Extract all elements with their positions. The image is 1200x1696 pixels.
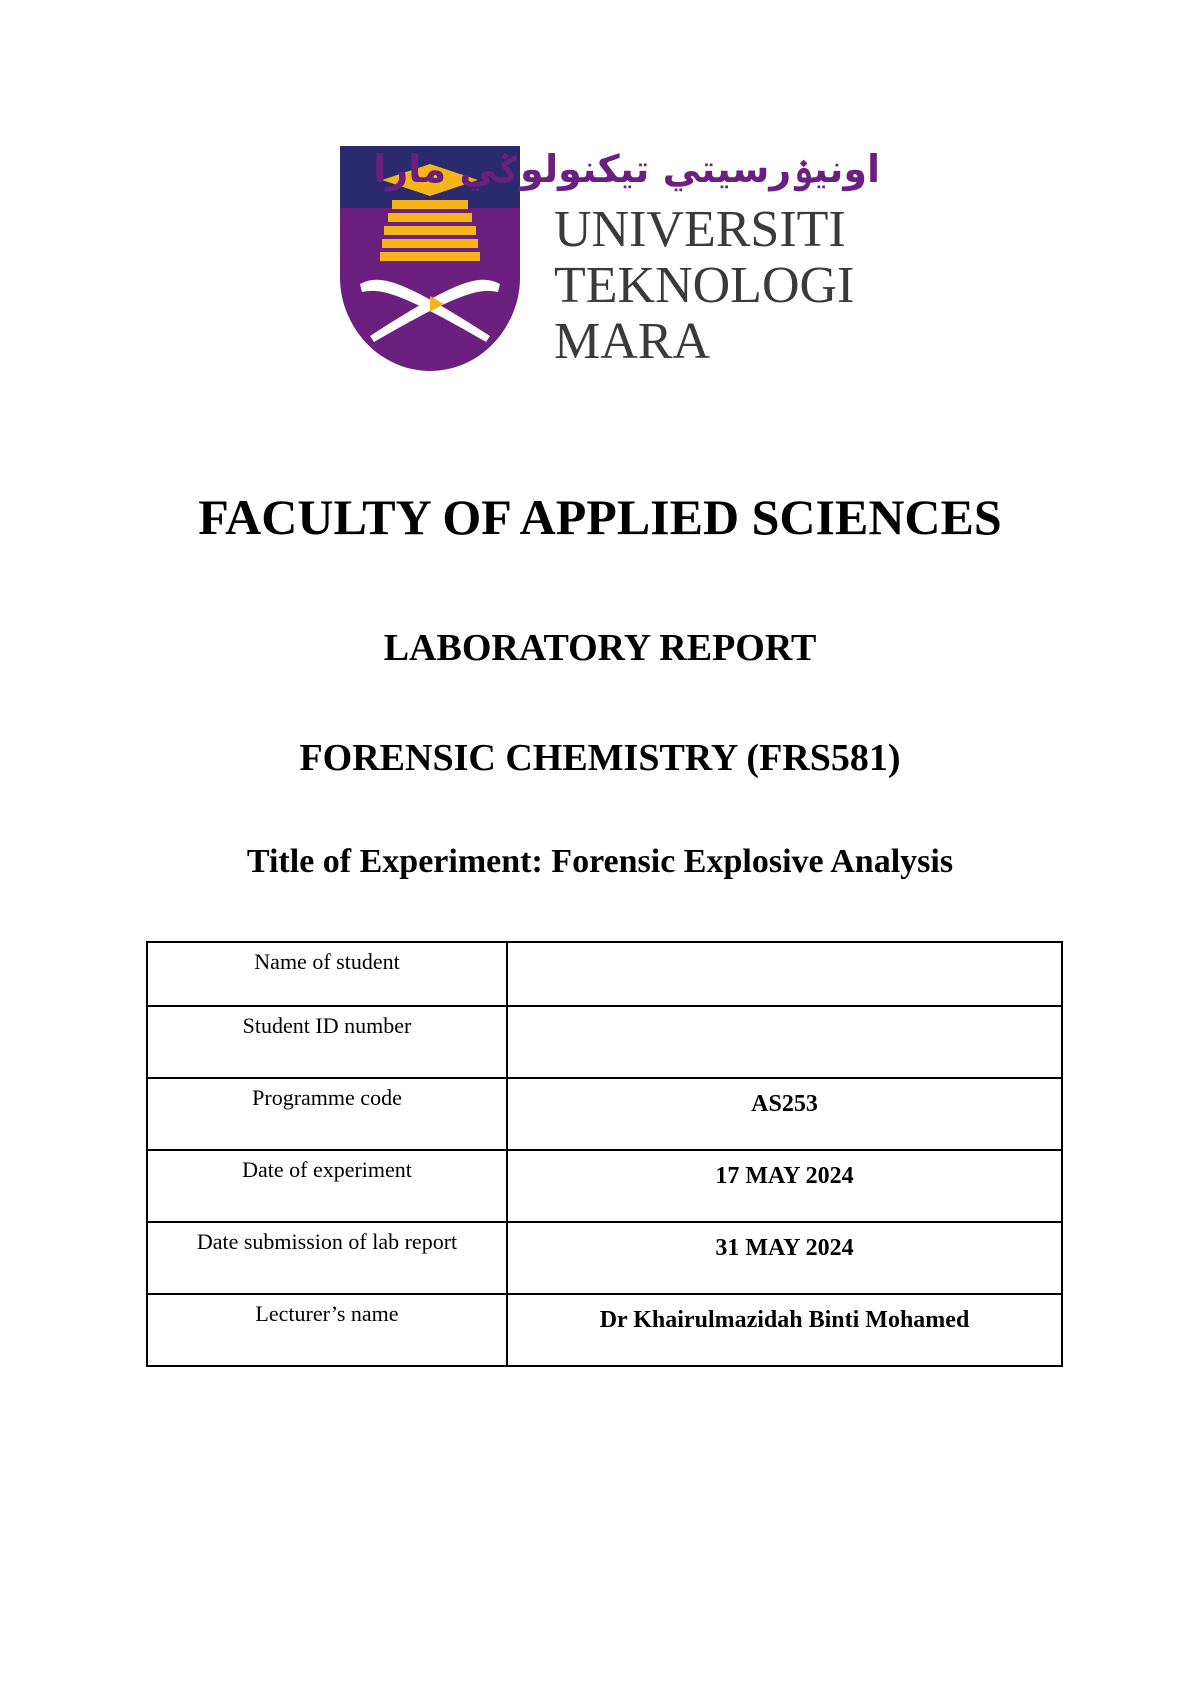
report-type-heading: LABORATORY REPORT: [383, 627, 817, 669]
faculty-heading: FACULTY OF APPLIED SCIENCES: [198, 489, 1002, 545]
row-label-student-name: Name of student: [147, 942, 507, 1006]
logo-wordmark-line3: MARA: [554, 313, 711, 370]
row-label-date-submission: Date submission of lab report: [147, 1222, 507, 1294]
university-logo: [340, 146, 880, 374]
crest-gold-bar: [392, 200, 468, 209]
uitm-logo-graphic: [340, 146, 880, 374]
table-row: [147, 1150, 1062, 1222]
row-value-lecturer-name: Dr Khairulmazidah Binti Mohamed: [507, 1294, 1062, 1366]
logo-jawi-text: اونيۏرسيتي تيكنولوݢي مارا: [373, 147, 880, 191]
row-label-lecturer-name: Lecturer’s name: [147, 1294, 507, 1366]
row-value-programme-code: AS253: [507, 1078, 1062, 1150]
logo-wordmark-line1: UNIVERSITI: [554, 201, 846, 258]
row-value-date-submission: 31 MAY 2024: [507, 1222, 1062, 1294]
row-label-programme-code: Programme code: [147, 1078, 507, 1150]
student-info-table: [146, 941, 1063, 1367]
row-value-student-id: [507, 1006, 1062, 1078]
table-row: [147, 942, 1062, 1006]
logo-wordmark-line2: TEKNOLOGI: [554, 257, 855, 314]
table-row: [147, 1222, 1062, 1294]
table-row: [147, 1006, 1062, 1078]
row-label-date-experiment: Date of experiment: [147, 1150, 507, 1222]
course-heading: FORENSIC CHEMISTRY (FRS581): [299, 737, 901, 779]
experiment-title: Title of Experiment: Forensic Explosive Analysis: [246, 843, 954, 880]
table-row: [147, 1078, 1062, 1150]
row-value-date-experiment: 17 MAY 2024: [507, 1150, 1062, 1222]
row-label-student-id: Student ID number: [147, 1006, 507, 1078]
table-row: [147, 1294, 1062, 1366]
row-value-student-name: [507, 942, 1062, 1006]
